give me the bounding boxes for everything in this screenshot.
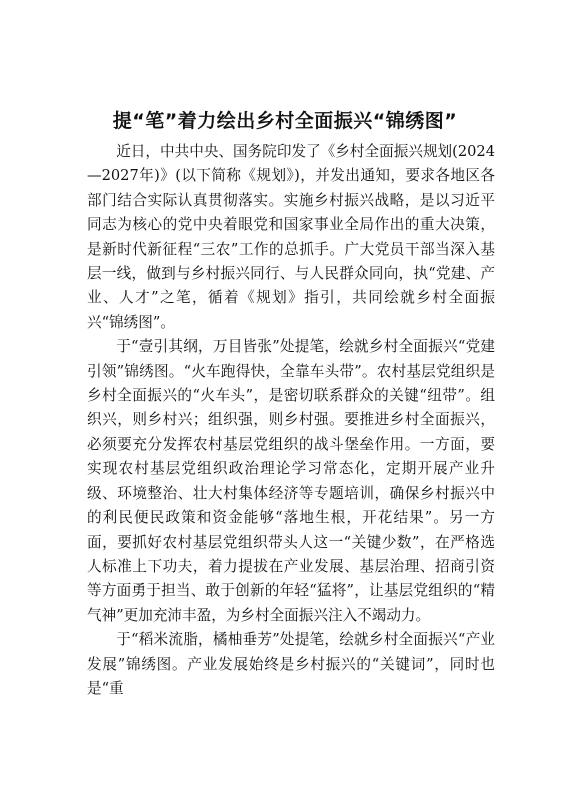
paragraph-party-building: 于“壹引其纲，万目皆张”处提笔，绘就乡村全面振兴“党建引领”锦绣图。“火车跑得快，全靠车头带”。农村基层党组织是乡村全面振兴的“火车头”，是密切联系群众的关键“纽带”。组织兴，则乡村兴；组织强，则乡村强。要推进乡村全面振兴，必须要充分发挥农村基层党组织的战斗堡垒作用。一方面，要实现农村基层党组织政治理论学习常态化，定期开展产业升级、环境整治、壮大村集体经济等专题培训，确保乡村振兴中的利民便民政策和资金能够“落地生根，开花结果”。另一方面，要抓好农村基层党组织带头人这一“关键少数”，在严格选人标准上下功夫，着力提拔在产业发展、基层治理、招商引资等方面勇于担当、敢于创新的年轻“猛将”，让基层党组织的“精气神”更加充沛丰盈，为乡村全面振兴注入不竭动力。	[87, 338, 495, 624]
document-title: 提“笔”着力绘出乡村全面振兴“锦绣图”	[112, 110, 458, 132]
document-body	[87, 140, 495, 701]
paragraph-industry-development: 于“稻米流脂，橘柚垂芳”处提笔，绘就乡村全面振兴“产业发展”锦绣图。产业发展始终是乡村振兴的“关键词”，同时也是“重	[87, 631, 495, 697]
paragraph-intro: 近日，中共中央、国务院印发了《乡村全面振兴规划(2024—2027年)》(以下简称《规划》)，并发出通知，要求各地区各部门结合实际认真贯彻落实。实施乡村振兴战略，是以习近平同志为核心的党中央着眼党和国家事业全局作出的重大决策，是新时代新征程“三农”工作的总抓手。广大党员干部当深入基层一线，做到与乡村振兴同行、与人民群众同向，执“党建、产业、人才”之笔，循着《规划》指引，共同绘就乡村全面振兴“锦绣图”。	[87, 143, 495, 331]
